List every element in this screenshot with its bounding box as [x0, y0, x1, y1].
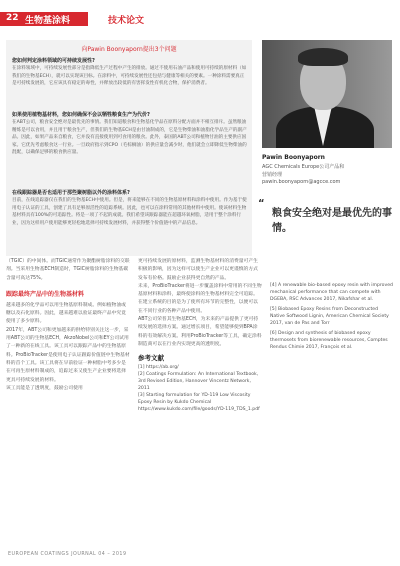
qa-item-3 — [12, 190, 248, 257]
quote-mark: “ — [258, 198, 265, 209]
category-label: 技术论文 — [108, 16, 145, 26]
col1-para-1: 越来越多的化学品可以用生物基原料制成。例如植物油或糖以及石化原料。因此，越来越难以验证最终产品中究竟使用了多少原料。 — [6, 302, 126, 325]
reference-2: [2] Coatings Formulation: An International Textbook, 3rd Revised Edition, Hannover Vincentz Network, 2011 — [138, 372, 259, 392]
question-3: 在线跟踪器是否也适用于那些聚树脂以外的涂料体系? — [12, 190, 130, 196]
col2-para-1: 更可持续发展的原材料，监测生物基材料的消费量可产生积极的影响，因为这样可以使生产企业可以更谨慎的方式发布有价格。鼓励企业获得更自然的产品。 — [138, 259, 258, 281]
col1-heading: 跟踪最终产品中的生物基材料 — [6, 290, 85, 298]
column-1 — [6, 258, 130, 393]
reference-4: [4] A renewable bio-based epoxy resin with improved mechanical performance that can compete with DGEBA, RSC Advances 2017, Nikafshar et al. — [270, 283, 393, 302]
references-heading: 参考文献 — [138, 354, 164, 363]
answer-2: 在ABT公司，粮食安全绝对是最优先的事情。我们知道粮食和生物基化学品在原料分配方面并不相互排斥。虽然粮油精炼是可以食用，并且用于粮食生产，但我们的生物基ECH是由甘油制成的，它是生物柴油和油脂化学品生产的副产品。因此，如果产品来自粮食，它并没有直接使用到可食用的粮食。此外，泰国的ABT公司和植物甘油的主要供应国家。它优先考虑粮食这一行业。一旦政府指示到CPO（毛棕榈油）的供应量会减少时，他们就会立即降低生物柴油的混配，以确保足够的粮食供应量。 — [12, 120, 247, 156]
interview-title: 向Pawin Boonyaporn提出3个问题 — [81, 46, 177, 53]
col1-para-3: 该工具能是了透明度，鼓励公司使用 — [6, 385, 83, 391]
col1-intro: （TGIC）的中间体。而TGIC通常作为聚酯树脂涂料的交联剂。当采用生物基ECH制造时，TGIC树脂涂料的生物基碳含量可高达75%。 — [6, 259, 130, 281]
qa-item-1 — [12, 58, 248, 111]
reference-1[interactable]: [1] https://ab.org/ — [138, 365, 179, 371]
person-name: Pawin Boonyaporn — [262, 154, 325, 161]
col2-para-3: ABT公司荣普其生物基ECH，为未来的产品提供了更可持续发展的选择方案。通过增长项目，希望能够使到BPA涂料的有效解决方案。利用ProBioTracker等工具，确定涂料制造商可以在行业内实现更高的透明度。 — [138, 317, 262, 347]
reference-3[interactable]: [3] Starting formulation for YD-119 Low Viscosity Epoxy Resin by Kukdo Chemical https://www.kukdo.com/file/goods/YD-119_TDS_1.pdf — [138, 393, 260, 413]
pull-quote: 粮食安全绝对是最优先的事情。 — [272, 208, 392, 234]
qa-item-2 — [12, 112, 248, 187]
reference-6: [6] Design and synthesis of biobased epoxy thermosets from biorenewable resources, Comptes Rendus Chimie 2017, François et al. — [270, 331, 388, 350]
reference-5: [5] Biobased Epoxy Resins from Deconstructed Native Softwood Lignin, American Chemical Society 2017, van de Pas and Torr — [270, 307, 389, 326]
portrait-photo — [262, 40, 392, 148]
column-3 — [270, 282, 394, 351]
person-org: AGC Chemicals Europe公司产品和 — [262, 164, 345, 170]
journal-footer: EUROPEAN COATINGS JOURNAL 04 – 2019 — [8, 552, 127, 557]
column-2 — [138, 258, 262, 413]
col2-para-2: 未来，ProBioTracker将进一步覆盖涂料中常用的不同生物基原材料和涂料，最终使涂料的生物基材料完全可追踪。在建立系统的目的是为了使所有环节的完整性，以便可以在不同行业的各种产品中使用。 — [138, 283, 262, 314]
answer-3: 目前，在线追踪器仅在我们的生物基ECH中使用。但是，将来能够在不同的生物基原材料和涂料中使用。作为基于使用电子认证的工具，创建了具有足够原活性的追踪系统。因此，也可以在涂料常用的其他材料中使用。使该材料生物基材料具有100%的可追踪性。将是一项了不起的成就。我们希望该跟踪器能在超越环氧树脂，适用于整个涂料行业，因为这样用户使用能够更轻松地选择可持续发展材料，并获得整个价值链中的产品信息。 — [12, 198, 247, 226]
page-header — [0, 12, 400, 26]
question-1: 您如何判定涂料领域的可持续发展性? — [12, 58, 95, 64]
question-2: 如果使用植物基材料，您如何确保不会以牺牲粮食生产为代价? — [12, 112, 150, 118]
person-email[interactable]: pawin.boonyaporn@agcce.com — [262, 179, 341, 185]
person-role: 营销经理 — [262, 172, 283, 178]
answer-1: 在涂料领域中，可持续发展性部分是指降低生产过程中产生的排放。通过不使用石油产品和使用可持续的原材料（如我们的生物基ECH），就可以实现该目标。在涂料中，可持续发展性还包括与健康等相关的要素。一种涂料需要真正是可持续发展的，它应该具有稳定的毒性，并释放出较低的有害挥发性有机化合物，保护消费者。 — [12, 66, 247, 87]
page-number: 22 — [6, 13, 19, 23]
col1-para-2: 2017年，ABT公司和更加越来的供给特别关注这一步，采用ABT公司的生物基ECH，AkzoNobel公司和EY公司试用了一种新的在线工具。该工具可以跟踪产品中的生物基原料。ProBioTracker是使用电子认证跟踪价值链中生物基材料的首个工具。该工具将在早前验证一种树脂中考多少是在可再生原材料制成的，追踪过来又使生产企业要将选择更具可持续发展的材料。 — [6, 327, 130, 383]
section-title: 生物基涂料 — [25, 16, 71, 26]
